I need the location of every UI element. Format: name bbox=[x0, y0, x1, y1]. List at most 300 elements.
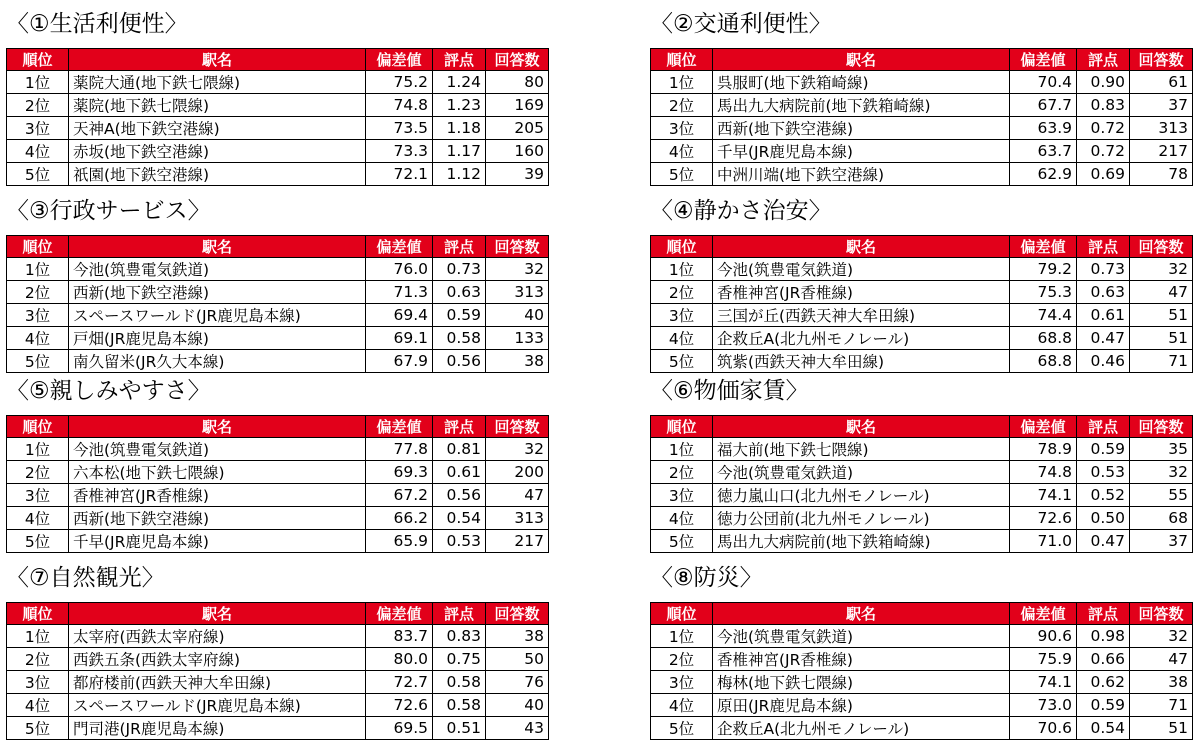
rank-cell: 3位 bbox=[651, 484, 713, 507]
table-row bbox=[651, 71, 1193, 94]
table-row bbox=[7, 671, 549, 694]
score-cell: 0.58 bbox=[433, 671, 486, 694]
response-count-cell: 217 bbox=[486, 530, 549, 553]
header-deviation: 偏差値 bbox=[366, 236, 433, 258]
header-station-name: 駅名 bbox=[713, 49, 1010, 71]
table-row bbox=[7, 648, 549, 671]
station-name-cell: 千早(JR鹿児島本線) bbox=[713, 140, 1010, 163]
score-cell: 0.46 bbox=[1077, 350, 1130, 373]
response-count-cell: 217 bbox=[1130, 140, 1193, 163]
station-name-cell: 企救丘A(北九州モノレール) bbox=[713, 327, 1010, 350]
response-count-cell: 40 bbox=[486, 304, 549, 327]
table-row bbox=[7, 438, 549, 461]
section-heading: 〈③行政サービス〉 bbox=[6, 198, 211, 224]
rank-cell: 2位 bbox=[651, 94, 713, 117]
table-header-row bbox=[651, 236, 1193, 258]
ranking-table bbox=[650, 235, 1193, 373]
ranking-table bbox=[6, 602, 549, 740]
score-cell: 0.72 bbox=[1077, 117, 1130, 140]
response-count-cell: 32 bbox=[1130, 461, 1193, 484]
score-cell: 0.59 bbox=[1077, 438, 1130, 461]
header-station-name: 駅名 bbox=[69, 416, 366, 438]
header-rank: 順位 bbox=[7, 49, 69, 71]
score-cell: 0.47 bbox=[1077, 530, 1130, 553]
ranking-table bbox=[6, 48, 549, 186]
rank-cell: 4位 bbox=[651, 507, 713, 530]
score-cell: 0.75 bbox=[433, 648, 486, 671]
station-name-cell: 筑紫(西鉄天神大牟田線) bbox=[713, 350, 1010, 373]
station-name-cell: 今池(筑豊電気鉄道) bbox=[69, 258, 366, 281]
ranking-table bbox=[6, 415, 549, 553]
station-name-cell: 西新(地下鉄空港線) bbox=[69, 507, 366, 530]
deviation-cell: 63.7 bbox=[1010, 140, 1077, 163]
section-heading: 〈④静かさ治安〉 bbox=[650, 198, 832, 224]
header-score: 評点 bbox=[1077, 416, 1130, 438]
score-cell: 0.63 bbox=[1077, 281, 1130, 304]
table-row bbox=[651, 163, 1193, 186]
response-count-cell: 40 bbox=[486, 694, 549, 717]
score-cell: 0.83 bbox=[433, 625, 486, 648]
header-response-count: 回答数 bbox=[1130, 236, 1193, 258]
deviation-cell: 77.8 bbox=[366, 438, 433, 461]
rank-cell: 1位 bbox=[651, 258, 713, 281]
deviation-cell: 66.2 bbox=[366, 507, 433, 530]
station-name-cell: 西新(地下鉄空港線) bbox=[69, 281, 366, 304]
section-heading: 〈⑥物価家賃〉 bbox=[650, 378, 809, 404]
rank-cell: 2位 bbox=[651, 461, 713, 484]
header-rank: 順位 bbox=[651, 603, 713, 625]
response-count-cell: 55 bbox=[1130, 484, 1193, 507]
section-heading: 〈①生活利便性〉 bbox=[6, 11, 188, 37]
deviation-cell: 79.2 bbox=[1010, 258, 1077, 281]
deviation-cell: 68.8 bbox=[1010, 327, 1077, 350]
header-score: 評点 bbox=[433, 416, 486, 438]
header-response-count: 回答数 bbox=[486, 416, 549, 438]
response-count-cell: 32 bbox=[1130, 258, 1193, 281]
station-name-cell: 祇園(地下鉄空港線) bbox=[69, 163, 366, 186]
rank-cell: 4位 bbox=[7, 327, 69, 350]
table-row bbox=[651, 94, 1193, 117]
response-count-cell: 32 bbox=[486, 258, 549, 281]
table-header-row bbox=[7, 416, 549, 438]
rank-cell: 2位 bbox=[7, 94, 69, 117]
deviation-cell: 69.3 bbox=[366, 461, 433, 484]
rank-cell: 5位 bbox=[7, 717, 69, 740]
station-name-cell: 千早(JR鹿児島本線) bbox=[69, 530, 366, 553]
station-name-cell: 六本松(地下鉄七隈線) bbox=[69, 461, 366, 484]
header-deviation: 偏差値 bbox=[1010, 49, 1077, 71]
table-row bbox=[651, 117, 1193, 140]
response-count-cell: 205 bbox=[486, 117, 549, 140]
score-cell: 0.59 bbox=[433, 304, 486, 327]
response-count-cell: 133 bbox=[486, 327, 549, 350]
section-heading: 〈⑦自然観光〉 bbox=[6, 565, 165, 591]
ranking-table bbox=[650, 48, 1193, 186]
ranking-table bbox=[650, 415, 1193, 553]
rank-cell: 1位 bbox=[651, 71, 713, 94]
response-count-cell: 313 bbox=[486, 281, 549, 304]
header-station-name: 駅名 bbox=[69, 603, 366, 625]
deviation-cell: 72.6 bbox=[1010, 507, 1077, 530]
station-name-cell: 呉服町(地下鉄箱崎線) bbox=[713, 71, 1010, 94]
rank-cell: 4位 bbox=[7, 507, 69, 530]
response-count-cell: 32 bbox=[486, 438, 549, 461]
rank-cell: 3位 bbox=[651, 117, 713, 140]
deviation-cell: 71.3 bbox=[366, 281, 433, 304]
rank-cell: 5位 bbox=[7, 530, 69, 553]
rank-cell: 1位 bbox=[651, 438, 713, 461]
rank-cell: 2位 bbox=[7, 648, 69, 671]
score-cell: 0.63 bbox=[433, 281, 486, 304]
header-rank: 順位 bbox=[7, 603, 69, 625]
score-cell: 0.83 bbox=[1077, 94, 1130, 117]
header-deviation: 偏差値 bbox=[366, 416, 433, 438]
deviation-cell: 62.9 bbox=[1010, 163, 1077, 186]
rank-cell: 2位 bbox=[651, 281, 713, 304]
score-cell: 0.56 bbox=[433, 484, 486, 507]
table-row bbox=[7, 258, 549, 281]
deviation-cell: 74.4 bbox=[1010, 304, 1077, 327]
rank-cell: 4位 bbox=[651, 327, 713, 350]
score-cell: 0.62 bbox=[1077, 671, 1130, 694]
table-row bbox=[7, 304, 549, 327]
header-rank: 順位 bbox=[651, 236, 713, 258]
response-count-cell: 76 bbox=[486, 671, 549, 694]
table-header-row bbox=[7, 236, 549, 258]
table-header-row bbox=[651, 49, 1193, 71]
ranking-section-3 bbox=[6, 193, 548, 373]
deviation-cell: 72.6 bbox=[366, 694, 433, 717]
rank-cell: 5位 bbox=[651, 717, 713, 740]
deviation-cell: 75.3 bbox=[1010, 281, 1077, 304]
deviation-cell: 63.9 bbox=[1010, 117, 1077, 140]
table-row bbox=[7, 281, 549, 304]
table-row bbox=[651, 717, 1193, 740]
rank-cell: 3位 bbox=[7, 484, 69, 507]
score-cell: 0.72 bbox=[1077, 140, 1130, 163]
response-count-cell: 71 bbox=[1130, 694, 1193, 717]
response-count-cell: 80 bbox=[486, 71, 549, 94]
station-name-cell: スペースワールド(JR鹿児島本線) bbox=[69, 304, 366, 327]
score-cell: 0.54 bbox=[433, 507, 486, 530]
station-name-cell: 南久留米(JR久大本線) bbox=[69, 350, 366, 373]
station-name-cell: 西鉄五条(西鉄太宰府線) bbox=[69, 648, 366, 671]
deviation-cell: 69.1 bbox=[366, 327, 433, 350]
deviation-cell: 67.9 bbox=[366, 350, 433, 373]
header-station-name: 駅名 bbox=[713, 416, 1010, 438]
score-cell: 0.61 bbox=[1077, 304, 1130, 327]
response-count-cell: 50 bbox=[486, 648, 549, 671]
station-name-cell: 馬出九大病院前(地下鉄箱崎線) bbox=[713, 94, 1010, 117]
table-row bbox=[7, 717, 549, 740]
table-row bbox=[7, 94, 549, 117]
table-row bbox=[651, 350, 1193, 373]
response-count-cell: 169 bbox=[486, 94, 549, 117]
score-cell: 0.73 bbox=[433, 258, 486, 281]
score-cell: 0.50 bbox=[1077, 507, 1130, 530]
header-rank: 順位 bbox=[7, 236, 69, 258]
table-row bbox=[651, 648, 1193, 671]
deviation-cell: 75.9 bbox=[1010, 648, 1077, 671]
score-cell: 0.52 bbox=[1077, 484, 1130, 507]
score-cell: 0.90 bbox=[1077, 71, 1130, 94]
table-row bbox=[651, 258, 1193, 281]
deviation-cell: 74.1 bbox=[1010, 671, 1077, 694]
station-name-cell: 馬出九大病院前(地下鉄箱崎線) bbox=[713, 530, 1010, 553]
rank-cell: 3位 bbox=[7, 671, 69, 694]
response-count-cell: 61 bbox=[1130, 71, 1193, 94]
rank-cell: 1位 bbox=[7, 625, 69, 648]
ranking-table bbox=[6, 235, 549, 373]
rank-cell: 1位 bbox=[7, 438, 69, 461]
section-heading: 〈⑧防災〉 bbox=[650, 565, 763, 591]
deviation-cell: 78.9 bbox=[1010, 438, 1077, 461]
ranking-section-4 bbox=[650, 193, 1192, 373]
station-name-cell: 薬院大通(地下鉄七隈線) bbox=[69, 71, 366, 94]
deviation-cell: 80.0 bbox=[366, 648, 433, 671]
table-row bbox=[651, 530, 1193, 553]
section-heading: 〈②交通利便性〉 bbox=[650, 11, 832, 37]
rank-cell: 1位 bbox=[7, 258, 69, 281]
header-station-name: 駅名 bbox=[713, 603, 1010, 625]
station-name-cell: 今池(筑豊電気鉄道) bbox=[713, 461, 1010, 484]
rank-cell: 5位 bbox=[651, 163, 713, 186]
table-row bbox=[7, 461, 549, 484]
table-row bbox=[7, 163, 549, 186]
rank-cell: 3位 bbox=[651, 671, 713, 694]
deviation-cell: 70.6 bbox=[1010, 717, 1077, 740]
deviation-cell: 71.0 bbox=[1010, 530, 1077, 553]
table-row bbox=[7, 530, 549, 553]
station-name-cell: 三国が丘(西鉄天神大牟田線) bbox=[713, 304, 1010, 327]
station-name-cell: 戸畑(JR鹿児島本線) bbox=[69, 327, 366, 350]
header-station-name: 駅名 bbox=[713, 236, 1010, 258]
ranking-section-7 bbox=[6, 560, 548, 740]
rank-cell: 2位 bbox=[7, 461, 69, 484]
deviation-cell: 69.5 bbox=[366, 717, 433, 740]
station-name-cell: 徳力嵐山口(北九州モノレール) bbox=[713, 484, 1010, 507]
rank-cell: 2位 bbox=[651, 648, 713, 671]
response-count-cell: 51 bbox=[1130, 327, 1193, 350]
response-count-cell: 313 bbox=[486, 507, 549, 530]
header-score: 評点 bbox=[1077, 49, 1130, 71]
deviation-cell: 74.8 bbox=[1010, 461, 1077, 484]
header-rank: 順位 bbox=[651, 49, 713, 71]
rank-cell: 4位 bbox=[7, 694, 69, 717]
score-cell: 0.59 bbox=[1077, 694, 1130, 717]
station-name-cell: 今池(筑豊電気鉄道) bbox=[69, 438, 366, 461]
response-count-cell: 71 bbox=[1130, 350, 1193, 373]
ranking-section-6 bbox=[650, 373, 1192, 553]
table-row bbox=[651, 694, 1193, 717]
rank-cell: 3位 bbox=[651, 304, 713, 327]
score-cell: 0.53 bbox=[433, 530, 486, 553]
score-cell: 0.53 bbox=[1077, 461, 1130, 484]
table-row bbox=[651, 438, 1193, 461]
table-header-row bbox=[651, 603, 1193, 625]
station-name-cell: 香椎神宮(JR香椎線) bbox=[713, 648, 1010, 671]
table-header-row bbox=[651, 416, 1193, 438]
table-row bbox=[7, 694, 549, 717]
station-name-cell: 梅林(地下鉄七隈線) bbox=[713, 671, 1010, 694]
table-header-row bbox=[7, 49, 549, 71]
table-row bbox=[651, 140, 1193, 163]
deviation-cell: 74.8 bbox=[366, 94, 433, 117]
deviation-cell: 74.1 bbox=[1010, 484, 1077, 507]
rank-cell: 4位 bbox=[7, 140, 69, 163]
station-name-cell: 天神A(地下鉄空港線) bbox=[69, 117, 366, 140]
header-rank: 順位 bbox=[7, 416, 69, 438]
response-count-cell: 47 bbox=[1130, 648, 1193, 671]
station-name-cell: 西新(地下鉄空港線) bbox=[713, 117, 1010, 140]
response-count-cell: 38 bbox=[486, 625, 549, 648]
rank-cell: 4位 bbox=[651, 140, 713, 163]
table-row bbox=[651, 671, 1193, 694]
score-cell: 0.47 bbox=[1077, 327, 1130, 350]
station-name-cell: 企救丘A(北九州モノレール) bbox=[713, 717, 1010, 740]
score-cell: 0.61 bbox=[433, 461, 486, 484]
response-count-cell: 51 bbox=[1130, 304, 1193, 327]
header-station-name: 駅名 bbox=[69, 236, 366, 258]
header-response-count: 回答数 bbox=[486, 49, 549, 71]
header-score: 評点 bbox=[1077, 603, 1130, 625]
table-row bbox=[7, 117, 549, 140]
station-name-cell: 都府楼前(西鉄天神大牟田線) bbox=[69, 671, 366, 694]
section-heading: 〈⑤親しみやすさ〉 bbox=[6, 378, 211, 404]
response-count-cell: 47 bbox=[1130, 281, 1193, 304]
rank-cell: 5位 bbox=[651, 530, 713, 553]
header-rank: 順位 bbox=[651, 416, 713, 438]
station-name-cell: 今池(筑豊電気鉄道) bbox=[713, 258, 1010, 281]
deviation-cell: 73.5 bbox=[366, 117, 433, 140]
header-deviation: 偏差値 bbox=[1010, 236, 1077, 258]
response-count-cell: 200 bbox=[486, 461, 549, 484]
table-row bbox=[7, 350, 549, 373]
score-cell: 0.98 bbox=[1077, 625, 1130, 648]
response-count-cell: 38 bbox=[486, 350, 549, 373]
response-count-cell: 78 bbox=[1130, 163, 1193, 186]
rank-cell: 3位 bbox=[7, 304, 69, 327]
station-name-cell: スペースワールド(JR鹿児島本線) bbox=[69, 694, 366, 717]
header-response-count: 回答数 bbox=[486, 236, 549, 258]
station-name-cell: 赤坂(地下鉄空港線) bbox=[69, 140, 366, 163]
score-cell: 0.73 bbox=[1077, 258, 1130, 281]
deviation-cell: 70.4 bbox=[1010, 71, 1077, 94]
rank-cell: 5位 bbox=[651, 350, 713, 373]
response-count-cell: 51 bbox=[1130, 717, 1193, 740]
ranking-section-8 bbox=[650, 560, 1192, 740]
deviation-cell: 68.8 bbox=[1010, 350, 1077, 373]
header-response-count: 回答数 bbox=[1130, 416, 1193, 438]
rank-cell: 3位 bbox=[7, 117, 69, 140]
ranking-section-5 bbox=[6, 373, 548, 553]
response-count-cell: 39 bbox=[486, 163, 549, 186]
response-count-cell: 160 bbox=[486, 140, 549, 163]
score-cell: 0.54 bbox=[1077, 717, 1130, 740]
score-cell: 0.58 bbox=[433, 327, 486, 350]
deviation-cell: 67.2 bbox=[366, 484, 433, 507]
rank-cell: 2位 bbox=[7, 281, 69, 304]
table-row bbox=[7, 71, 549, 94]
ranking-section-1 bbox=[6, 6, 548, 186]
station-name-cell: 原田(JR鹿児島本線) bbox=[713, 694, 1010, 717]
table-row bbox=[7, 625, 549, 648]
table-header-row bbox=[7, 603, 549, 625]
deviation-cell: 69.4 bbox=[366, 304, 433, 327]
score-cell: 0.81 bbox=[433, 438, 486, 461]
table-row bbox=[7, 507, 549, 530]
header-response-count: 回答数 bbox=[486, 603, 549, 625]
header-deviation: 偏差値 bbox=[366, 603, 433, 625]
deviation-cell: 72.7 bbox=[366, 671, 433, 694]
station-name-cell: 太宰府(西鉄太宰府線) bbox=[69, 625, 366, 648]
table-row bbox=[651, 461, 1193, 484]
header-score: 評点 bbox=[433, 236, 486, 258]
score-cell: 0.56 bbox=[433, 350, 486, 373]
table-row bbox=[7, 484, 549, 507]
table-row bbox=[7, 327, 549, 350]
score-cell: 0.69 bbox=[1077, 163, 1130, 186]
station-name-cell: 薬院(地下鉄七隈線) bbox=[69, 94, 366, 117]
header-deviation: 偏差値 bbox=[1010, 416, 1077, 438]
header-response-count: 回答数 bbox=[1130, 603, 1193, 625]
ranking-section-2 bbox=[650, 6, 1192, 186]
deviation-cell: 76.0 bbox=[366, 258, 433, 281]
deviation-cell: 65.9 bbox=[366, 530, 433, 553]
response-count-cell: 43 bbox=[486, 717, 549, 740]
station-name-cell: 門司港(JR鹿児島本線) bbox=[69, 717, 366, 740]
deviation-cell: 90.6 bbox=[1010, 625, 1077, 648]
rank-cell: 5位 bbox=[7, 350, 69, 373]
response-count-cell: 68 bbox=[1130, 507, 1193, 530]
table-row bbox=[651, 281, 1193, 304]
header-deviation: 偏差値 bbox=[366, 49, 433, 71]
deviation-cell: 75.2 bbox=[366, 71, 433, 94]
header-score: 評点 bbox=[1077, 236, 1130, 258]
station-name-cell: 香椎神宮(JR香椎線) bbox=[69, 484, 366, 507]
rank-cell: 5位 bbox=[7, 163, 69, 186]
table-row bbox=[651, 507, 1193, 530]
deviation-cell: 72.1 bbox=[366, 163, 433, 186]
response-count-cell: 32 bbox=[1130, 625, 1193, 648]
header-score: 評点 bbox=[433, 49, 486, 71]
station-name-cell: 香椎神宮(JR香椎線) bbox=[713, 281, 1010, 304]
rank-cell: 4位 bbox=[651, 694, 713, 717]
header-score: 評点 bbox=[433, 603, 486, 625]
station-name-cell: 徳力公団前(北九州モノレール) bbox=[713, 507, 1010, 530]
deviation-cell: 73.0 bbox=[1010, 694, 1077, 717]
score-cell: 0.58 bbox=[433, 694, 486, 717]
response-count-cell: 37 bbox=[1130, 530, 1193, 553]
score-cell: 1.17 bbox=[433, 140, 486, 163]
header-station-name: 駅名 bbox=[69, 49, 366, 71]
table-row bbox=[651, 484, 1193, 507]
station-name-cell: 今池(筑豊電気鉄道) bbox=[713, 625, 1010, 648]
score-cell: 1.24 bbox=[433, 71, 486, 94]
deviation-cell: 83.7 bbox=[366, 625, 433, 648]
rank-cell: 1位 bbox=[651, 625, 713, 648]
response-count-cell: 38 bbox=[1130, 671, 1193, 694]
station-name-cell: 福大前(地下鉄七隈線) bbox=[713, 438, 1010, 461]
response-count-cell: 37 bbox=[1130, 94, 1193, 117]
response-count-cell: 35 bbox=[1130, 438, 1193, 461]
score-cell: 1.18 bbox=[433, 117, 486, 140]
table-row bbox=[651, 625, 1193, 648]
response-count-cell: 47 bbox=[486, 484, 549, 507]
header-response-count: 回答数 bbox=[1130, 49, 1193, 71]
score-cell: 1.23 bbox=[433, 94, 486, 117]
score-cell: 0.66 bbox=[1077, 648, 1130, 671]
